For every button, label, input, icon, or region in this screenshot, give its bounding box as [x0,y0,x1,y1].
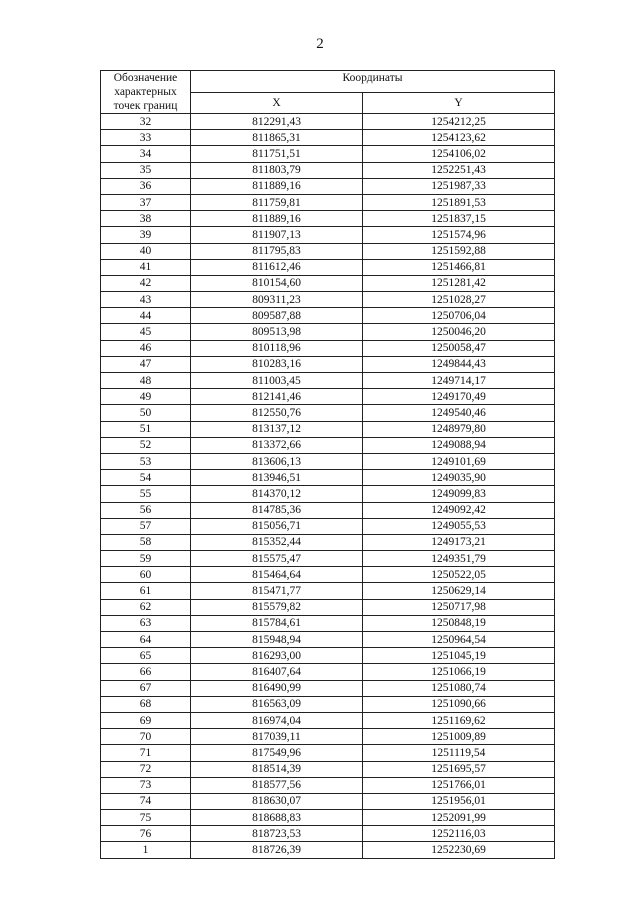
y-coordinate-cell: 1249170,49 [363,389,555,405]
table-row [101,518,555,534]
point-cell: 1 [101,842,191,858]
x-coordinate-cell: 810154,60 [191,275,363,291]
y-coordinate-cell: 1251695,57 [363,761,555,777]
x-coordinate-cell: 816407,64 [191,664,363,680]
table-row [101,793,555,809]
point-cell: 61 [101,583,191,599]
y-coordinate-cell: 1249173,21 [363,534,555,550]
point-cell: 53 [101,453,191,469]
point-cell: 49 [101,389,191,405]
y-coordinate-cell: 1251466,81 [363,259,555,275]
y-coordinate-cell: 1251891,53 [363,194,555,210]
x-coordinate-cell: 814370,12 [191,486,363,502]
x-coordinate-cell: 811907,13 [191,227,363,243]
x-coordinate-cell: 818723,53 [191,826,363,842]
point-cell: 34 [101,146,191,162]
x-coordinate-cell: 815575,47 [191,551,363,567]
point-cell: 57 [101,518,191,534]
point-cell: 32 [101,114,191,130]
table-row [101,373,555,389]
point-cell: 62 [101,599,191,615]
y-coordinate-cell: 1249055,53 [363,518,555,534]
table-row [101,599,555,615]
y-coordinate-cell: 1252116,03 [363,826,555,842]
coordinates-header: Координаты [191,71,555,93]
y-coordinate-cell: 1251574,96 [363,227,555,243]
y-coordinate-cell: 1251766,01 [363,777,555,793]
coordinates-table-header [101,71,555,114]
table-row [101,745,555,761]
table-row [101,178,555,194]
table-row [101,534,555,550]
table-row [101,583,555,599]
point-cell: 33 [101,130,191,146]
x-coordinate-cell: 811803,79 [191,162,363,178]
y-coordinate-cell: 1250706,04 [363,308,555,324]
point-cell: 51 [101,421,191,437]
point-header-line-3: точек границ [113,100,178,112]
point-cell: 35 [101,162,191,178]
x-coordinate-cell: 811889,16 [191,178,363,194]
y-coordinate-cell: 1249844,43 [363,356,555,372]
y-coordinate-cell: 1249714,17 [363,373,555,389]
point-cell: 40 [101,243,191,259]
table-row [101,227,555,243]
x-coordinate-cell: 811889,16 [191,211,363,227]
x-coordinate-cell: 816563,09 [191,696,363,712]
point-header-line-1: Обозначение [113,72,178,84]
table-row [101,308,555,324]
point-cell: 42 [101,275,191,291]
point-cell: 66 [101,664,191,680]
x-coordinate-cell: 815464,64 [191,567,363,583]
y-coordinate-cell: 1249099,83 [363,486,555,502]
table-row [101,437,555,453]
point-cell: 38 [101,211,191,227]
table-row [101,486,555,502]
x-coordinate-cell: 811759,81 [191,194,363,210]
point-cell: 75 [101,810,191,826]
point-cell: 46 [101,340,191,356]
x-coordinate-cell: 816974,04 [191,712,363,728]
table-row [101,114,555,130]
y-coordinate-cell: 1251281,42 [363,275,555,291]
point-cell: 48 [101,373,191,389]
x-coordinate-cell: 811612,46 [191,259,363,275]
table-row [101,162,555,178]
table-row [101,130,555,146]
y-coordinate-cell: 1250848,19 [363,615,555,631]
x-column-header: X [191,92,363,114]
point-cell: 71 [101,745,191,761]
point-cell: 55 [101,486,191,502]
x-coordinate-cell: 811751,51 [191,146,363,162]
point-cell: 60 [101,567,191,583]
x-coordinate-cell: 816293,00 [191,648,363,664]
y-coordinate-cell: 1252091,99 [363,810,555,826]
x-coordinate-cell: 818630,07 [191,793,363,809]
table-row [101,502,555,518]
table-row [101,259,555,275]
point-cell: 76 [101,826,191,842]
table-row [101,664,555,680]
point-cell: 36 [101,178,191,194]
table-row [101,324,555,340]
x-coordinate-cell: 811865,31 [191,130,363,146]
point-cell: 64 [101,632,191,648]
table-row [101,356,555,372]
table-row [101,615,555,631]
point-cell: 70 [101,729,191,745]
y-coordinate-cell: 1250046,20 [363,324,555,340]
x-coordinate-cell: 813606,13 [191,453,363,469]
table-row [101,632,555,648]
table-row [101,275,555,291]
table-row [101,729,555,745]
table-row [101,211,555,227]
table-row [101,243,555,259]
table-row [101,405,555,421]
x-coordinate-cell: 817549,96 [191,745,363,761]
y-coordinate-cell: 1249088,94 [363,437,555,453]
y-coordinate-cell: 1250964,54 [363,632,555,648]
page-number: 2 [316,36,324,52]
x-coordinate-cell: 813137,12 [191,421,363,437]
y-column-header: Y [363,92,555,114]
table-row [101,389,555,405]
x-coordinate-cell: 809311,23 [191,292,363,308]
x-coordinate-cell: 813372,66 [191,437,363,453]
x-coordinate-cell: 818726,39 [191,842,363,858]
y-coordinate-cell: 1251028,27 [363,292,555,308]
y-coordinate-cell: 1248979,80 [363,421,555,437]
x-coordinate-cell: 815056,71 [191,518,363,534]
table-row [101,146,555,162]
x-coordinate-cell: 815784,61 [191,615,363,631]
y-coordinate-cell: 1252230,69 [363,842,555,858]
x-coordinate-cell: 818514,39 [191,761,363,777]
x-coordinate-cell: 810118,96 [191,340,363,356]
y-coordinate-cell: 1250717,98 [363,599,555,615]
point-cell: 73 [101,777,191,793]
point-cell: 56 [101,502,191,518]
point-cell: 44 [101,308,191,324]
x-coordinate-cell: 818577,56 [191,777,363,793]
x-coordinate-cell: 811795,83 [191,243,363,259]
table-row [101,712,555,728]
coordinates-table [100,70,555,859]
point-cell: 65 [101,648,191,664]
x-coordinate-cell: 815471,77 [191,583,363,599]
table-row [101,696,555,712]
y-coordinate-cell: 1251009,89 [363,729,555,745]
y-coordinate-cell: 1249351,79 [363,551,555,567]
x-coordinate-cell: 815579,82 [191,599,363,615]
x-coordinate-cell: 815352,44 [191,534,363,550]
y-coordinate-cell: 1251837,15 [363,211,555,227]
y-coordinate-cell: 1251169,62 [363,712,555,728]
x-coordinate-cell: 813946,51 [191,470,363,486]
point-cell: 67 [101,680,191,696]
y-coordinate-cell: 1251956,01 [363,793,555,809]
y-coordinate-cell: 1251080,74 [363,680,555,696]
point-cell: 47 [101,356,191,372]
table-row [101,551,555,567]
table-row [101,777,555,793]
y-coordinate-cell: 1249092,42 [363,502,555,518]
point-cell: 74 [101,793,191,809]
table-row [101,470,555,486]
header-row-top [101,71,555,93]
point-header-line-2: характерных [114,86,177,98]
x-coordinate-cell: 817039,11 [191,729,363,745]
y-coordinate-cell: 1251045,19 [363,648,555,664]
point-cell: 50 [101,405,191,421]
y-coordinate-cell: 1250058,47 [363,340,555,356]
x-coordinate-cell: 812141,46 [191,389,363,405]
y-coordinate-cell: 1251987,33 [363,178,555,194]
y-coordinate-cell: 1251090,66 [363,696,555,712]
point-cell: 69 [101,712,191,728]
x-coordinate-cell: 812291,43 [191,114,363,130]
point-cell: 59 [101,551,191,567]
point-cell: 41 [101,259,191,275]
y-coordinate-cell: 1251592,88 [363,243,555,259]
table-row [101,648,555,664]
table-row [101,761,555,777]
x-coordinate-cell: 815948,94 [191,632,363,648]
table-row [101,453,555,469]
point-cell: 43 [101,292,191,308]
x-coordinate-cell: 810283,16 [191,356,363,372]
point-cell: 37 [101,194,191,210]
y-coordinate-cell: 1251119,54 [363,745,555,761]
table-row [101,826,555,842]
point-cell: 45 [101,324,191,340]
y-coordinate-cell: 1252251,43 [363,162,555,178]
y-coordinate-cell: 1250522,05 [363,567,555,583]
table-row [101,567,555,583]
point-cell: 54 [101,470,191,486]
y-coordinate-cell: 1254212,25 [363,114,555,130]
coordinates-table-body [101,114,555,859]
point-cell: 39 [101,227,191,243]
point-cell: 58 [101,534,191,550]
table-row [101,194,555,210]
x-coordinate-cell: 812550,76 [191,405,363,421]
point-cell: 52 [101,437,191,453]
y-coordinate-cell: 1249101,69 [363,453,555,469]
table-row [101,680,555,696]
x-coordinate-cell: 811003,45 [191,373,363,389]
x-coordinate-cell: 809587,88 [191,308,363,324]
y-coordinate-cell: 1251066,19 [363,664,555,680]
table-row [101,842,555,858]
table-row [101,810,555,826]
point-cell: 68 [101,696,191,712]
table-row [101,421,555,437]
point-designation-header [101,71,191,114]
y-coordinate-cell: 1250629,14 [363,583,555,599]
point-cell: 63 [101,615,191,631]
x-coordinate-cell: 818688,83 [191,810,363,826]
y-coordinate-cell: 1249540,46 [363,405,555,421]
table-row [101,340,555,356]
y-coordinate-cell: 1254123,62 [363,130,555,146]
point-cell: 72 [101,761,191,777]
table-row [101,292,555,308]
x-coordinate-cell: 816490,99 [191,680,363,696]
y-coordinate-cell: 1249035,90 [363,470,555,486]
y-coordinate-cell: 1254106,02 [363,146,555,162]
x-coordinate-cell: 814785,36 [191,502,363,518]
x-coordinate-cell: 809513,98 [191,324,363,340]
